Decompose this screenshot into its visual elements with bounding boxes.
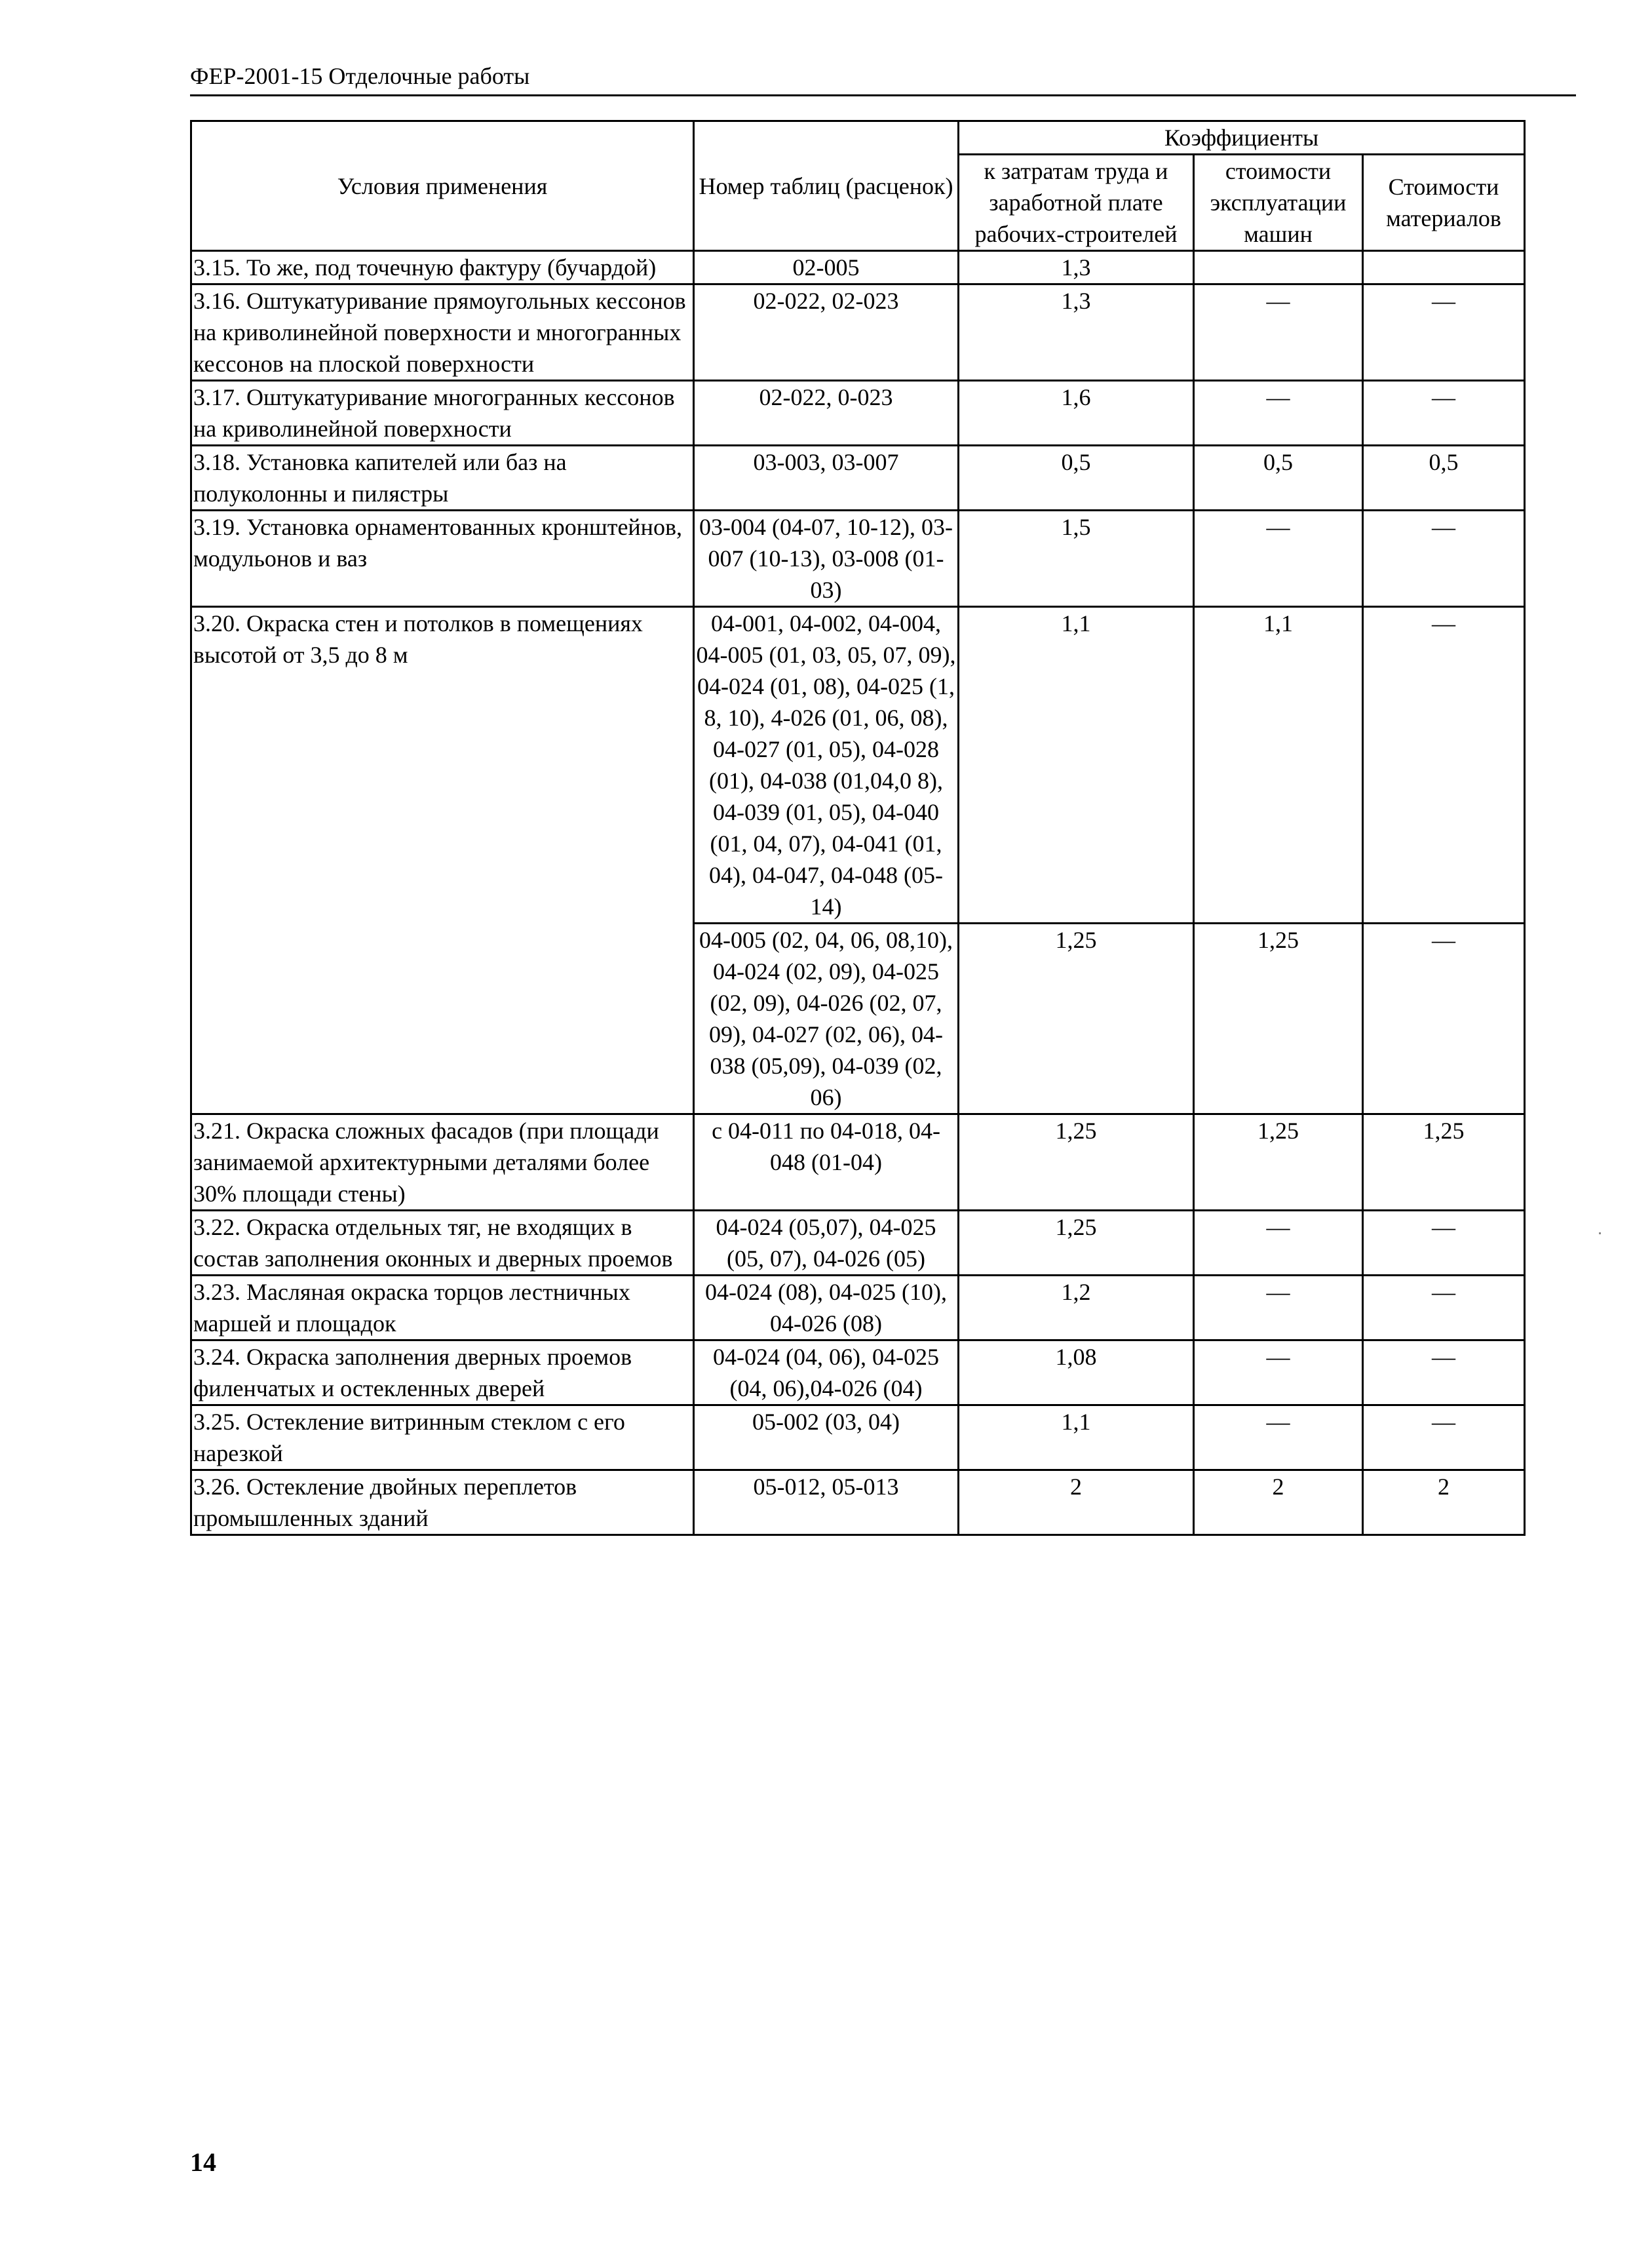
materials-cell: 2 — [1363, 1470, 1525, 1535]
table-no-cell: 05-002 (03, 04) — [694, 1405, 959, 1470]
running-header: ФЕР-2001-15 Отделочные работы — [190, 58, 1576, 96]
condition-cell: 3.22. Окраска отдельных тяг, не входящих в состав заполнения оконных и дверных проемов — [191, 1211, 694, 1276]
table-row — [191, 446, 1525, 511]
labor-cell: 2 — [959, 1470, 1194, 1535]
condition-cell: 3.18. Установка капителей или баз на полуколонны и пилястры — [191, 446, 694, 511]
condition-cell: 3.19. Установка орнаментованных кронштейнов, модульонов и ваз — [191, 511, 694, 607]
materials-cell: — — [1363, 607, 1525, 924]
table-no-cell: 04-024 (04, 06), 04-025 (04, 06),04-026 (04) — [694, 1340, 959, 1405]
labor-cell: 1,2 — [959, 1276, 1194, 1340]
table-no-cell: 03-004 (04-07, 10-12), 03-007 (10-13), 03-008 (01-03) — [694, 511, 959, 607]
machines-cell: — — [1194, 1276, 1363, 1340]
table-no-cell: 03-003, 03-007 — [694, 446, 959, 511]
col-header-machines: стоимости эксплуатации машин — [1194, 155, 1363, 251]
materials-cell: — — [1363, 1340, 1525, 1405]
coefficients-table — [190, 120, 1526, 1536]
machines-cell — [1194, 251, 1363, 284]
col-header-labor: к затратам труда и заработной плате рабочих-строителей — [959, 155, 1194, 251]
table-no-cell: 04-005 (02, 04, 06, 08,10), 04-024 (02, 09), 04-025 (02, 09), 04-026 (02, 07, 09), 04-027 (02, 06), 04-038 (05,09), 04-039 (02, 06) — [694, 924, 959, 1114]
table-no-cell: 02-005 — [694, 251, 959, 284]
materials-cell: — — [1363, 1276, 1525, 1340]
condition-cell: 3.16. Оштукатуривание прямоугольных кессонов на криволинейной поверхности и многогранных кессонов на плоской поверхности — [191, 284, 694, 381]
machines-cell: — — [1194, 284, 1363, 381]
col-header-table-no: Номер таблиц (расценок) — [694, 121, 959, 251]
materials-cell: — — [1363, 1405, 1525, 1470]
header-row-1 — [191, 121, 1525, 155]
materials-cell: 1,25 — [1363, 1114, 1525, 1211]
table-no-cell: 04-024 (08), 04-025 (10), 04-026 (08) — [694, 1276, 959, 1340]
labor-cell: 1,5 — [959, 511, 1194, 607]
table-no-cell: 04-024 (05,07), 04-025 (05, 07), 04-026 (05) — [694, 1211, 959, 1276]
table-row — [191, 1405, 1525, 1470]
materials-cell: — — [1363, 924, 1525, 1114]
table-row — [191, 381, 1525, 446]
machines-cell: — — [1194, 511, 1363, 607]
table-row — [191, 1114, 1525, 1211]
table-row — [191, 1211, 1525, 1276]
table-no-cell: 05-012, 05-013 — [694, 1470, 959, 1535]
machines-cell: — — [1194, 1211, 1363, 1276]
table-row — [191, 1276, 1525, 1340]
labor-cell: 1,25 — [959, 1211, 1194, 1276]
condition-cell: 3.21. Окраска сложных фасадов (при площади занимаемой архитектурными деталями более 30% площади стены) — [191, 1114, 694, 1211]
page-number: 14 — [190, 2147, 216, 2177]
machines-cell: — — [1194, 1340, 1363, 1405]
labor-cell: 1,25 — [959, 1114, 1194, 1211]
machines-cell: 0,5 — [1194, 446, 1363, 511]
labor-cell: 1,08 — [959, 1340, 1194, 1405]
materials-cell — [1363, 251, 1525, 284]
scan-speck — [1599, 1232, 1601, 1234]
table-row — [191, 1340, 1525, 1405]
condition-cell: 3.17. Оштукатуривание многогранных кессонов на криволинейной поверхности — [191, 381, 694, 446]
machines-cell: — — [1194, 381, 1363, 446]
table-row — [191, 607, 1525, 924]
table-no-cell: 02-022, 0-023 — [694, 381, 959, 446]
condition-cell: 3.24. Окраска заполнения дверных проемов филенчатых и остекленных дверей — [191, 1340, 694, 1405]
condition-cell: 3.25. Остекление витринным стеклом с его нарезкой — [191, 1405, 694, 1470]
col-header-materials: Стоимости материалов — [1363, 155, 1525, 251]
condition-cell: 3.23. Масляная окраска торцов лестничных маршей и площадок — [191, 1276, 694, 1340]
table-row — [191, 284, 1525, 381]
labor-cell: 1,6 — [959, 381, 1194, 446]
col-header-coefficients: Коэффициенты — [959, 121, 1525, 155]
condition-cell: 3.15. То же, под точечную фактуру (бучардой) — [191, 251, 694, 284]
labor-cell: 1,3 — [959, 251, 1194, 284]
machines-cell: 1,1 — [1194, 607, 1363, 924]
materials-cell: — — [1363, 284, 1525, 381]
table-row — [191, 511, 1525, 607]
table-no-cell: 04-001, 04-002, 04-004, 04-005 (01, 03, 05, 07, 09), 04-024 (01, 08), 04-025 (1, 8, 10), 4-026 (01, 06, 08), 04-027 (01, 05), 04-028 (01), 04-038 (01,04,0 8), 04-039 (01, 05), 04-040 (01, 04, 07), 04-041 (01, 04), 04-047, 04-048 (05-14) — [694, 607, 959, 924]
materials-cell: — — [1363, 511, 1525, 607]
col-header-conditions: Условия применения — [191, 121, 694, 251]
labor-cell: 1,25 — [959, 924, 1194, 1114]
labor-cell: 1,1 — [959, 1405, 1194, 1470]
labor-cell: 1,1 — [959, 607, 1194, 924]
machines-cell: 2 — [1194, 1470, 1363, 1535]
machines-cell: 1,25 — [1194, 1114, 1363, 1211]
materials-cell: — — [1363, 1211, 1525, 1276]
table-row — [191, 1470, 1525, 1535]
machines-cell: — — [1194, 1405, 1363, 1470]
labor-cell: 1,3 — [959, 284, 1194, 381]
condition-cell: 3.20. Окраска стен и потолков в помещениях высотой от 3,5 до 8 м — [191, 607, 694, 1114]
materials-cell: 0,5 — [1363, 446, 1525, 511]
machines-cell: 1,25 — [1194, 924, 1363, 1114]
labor-cell: 0,5 — [959, 446, 1194, 511]
table-no-cell: с 04-011 по 04-018, 04-048 (01-04) — [694, 1114, 959, 1211]
table-row — [191, 251, 1525, 284]
table-no-cell: 02-022, 02-023 — [694, 284, 959, 381]
materials-cell: — — [1363, 381, 1525, 446]
condition-cell: 3.26. Остекление двойных переплетов промышленных зданий — [191, 1470, 694, 1535]
